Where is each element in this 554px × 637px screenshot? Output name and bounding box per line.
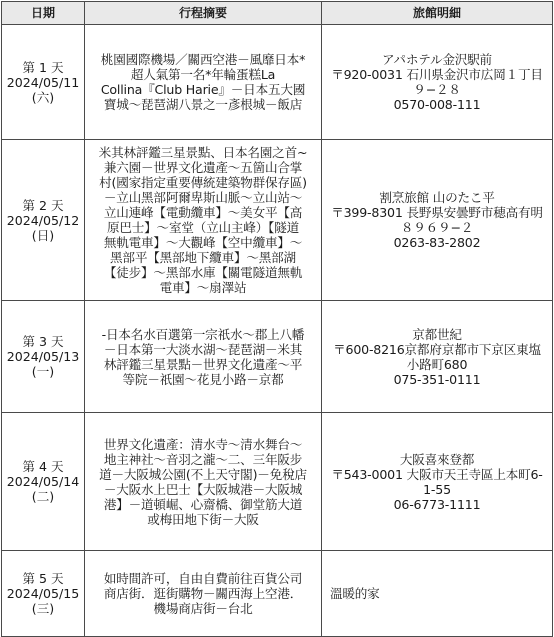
hotel-cell	[322, 413, 553, 551]
day-number: 第 1 天	[22, 59, 64, 75]
plan-line: 米其林評鑑三星景點、日本名園之首~	[98, 145, 308, 160]
plan-line: －日本第一大淡水湖～琵琶湖－米其	[103, 341, 303, 357]
hotel-phone: 06-6773-1111	[393, 496, 481, 512]
table-row	[2, 551, 553, 637]
hotel-name: 大阪喜來登都	[399, 451, 475, 467]
hotel-name: 溫暖的家	[330, 586, 380, 601]
plan-line: 林評鑑三星景點－世界文化遺產～平	[103, 356, 303, 372]
hotel-phone: 0263-83-2802	[393, 235, 481, 250]
plan-line: 商店街．逛街購物－關西海上空港．	[103, 586, 303, 601]
plan-line: 道－大阪城公園(不上天守閣)－免稅店	[99, 466, 307, 482]
plan-line: 世界文化遺產：清水寺～清水舞台～	[103, 436, 303, 452]
plan-line: 【徒步】～黑部水庫【關電隧道無軌	[103, 265, 303, 280]
header-plan: 行程摘要	[85, 2, 322, 25]
hotel-cell	[322, 301, 553, 413]
day-weekday: (三)	[31, 601, 55, 616]
hotel-address: ９−２８	[413, 82, 461, 97]
plan-line: 如時間許可，自由自費前往百貨公司	[103, 571, 303, 586]
hotel-phone: 075-351-0111	[393, 371, 481, 387]
plan-line: 原巴士】～室堂（立山主峰）【隧道	[106, 220, 299, 235]
day-number: 第 4 天	[22, 459, 64, 474]
day-weekday: (二)	[31, 489, 55, 504]
hotel-name: アパホテル金沢駅前	[382, 52, 492, 67]
plan-line: 機場商店街－台北	[153, 601, 253, 616]
day-date: 2024/05/13	[6, 349, 80, 364]
header-hotel: 旅館明細	[322, 2, 553, 25]
plan-line: 等院－祇園～花見小路－京都	[122, 371, 284, 387]
plan-line: 或梅田地下街－大阪	[147, 511, 259, 527]
plan-line: 寶城～琵琶湖八景之一彥根城－飯店	[103, 97, 303, 112]
hotel-address: ８９６９−２	[400, 220, 474, 235]
date-cell	[2, 301, 85, 413]
plan-line: 地主神社～音羽之瀧～二、三年阪步	[103, 451, 303, 467]
date-cell	[2, 25, 85, 140]
hotel-cell	[322, 551, 553, 637]
hotel-name: 京都世紀	[412, 326, 462, 342]
header-row	[2, 2, 553, 25]
day-number: 第 3 天	[22, 334, 64, 349]
header-date: 日期	[2, 2, 85, 25]
plan-cell	[85, 413, 322, 551]
table-row	[2, 301, 553, 413]
day-number: 第 2 天	[22, 197, 64, 213]
itinerary-table	[1, 1, 553, 637]
plan-cell	[85, 551, 322, 637]
plan-line: －立山黑部阿爾卑斯山脈～立山站～	[103, 190, 303, 205]
plan-line: 黑部平【黑部地下纜車】～黑部湖	[110, 250, 296, 265]
plan-line: 兼六園－世界文化遺產～五箇山合掌	[103, 160, 303, 175]
day-date: 2024/05/14	[6, 474, 80, 489]
plan-cell	[85, 301, 322, 413]
date-cell	[2, 551, 85, 637]
hotel-address: 〒600-8216京都府京都市下京区東塩	[333, 341, 541, 357]
plan-line: 港】－道頓崛、心齋橋、御堂筋大道	[103, 496, 303, 512]
day-weekday: (日)	[31, 227, 55, 243]
table-row	[2, 25, 553, 140]
hotel-address: 〒920-0031 石川県金沢市広岡１丁目	[331, 67, 543, 82]
table-row	[2, 413, 553, 551]
plan-line: -日本名水百選第一宗祇水～郡上八幡	[101, 326, 305, 342]
day-date: 2024/05/11	[6, 74, 80, 90]
date-cell	[2, 413, 85, 551]
day-date: 2024/05/12	[6, 212, 80, 228]
plan-line: 桃園國際機場／關西空港－風靡日本*	[100, 52, 306, 67]
day-date: 2024/05/15	[6, 586, 80, 601]
day-weekday: (一)	[31, 364, 55, 379]
date-cell	[2, 140, 85, 301]
plan-line: Collina『Club Harie』－日本五大國	[100, 82, 306, 97]
plan-line: 立山連峰【電動纜車】～美女平【高	[103, 205, 303, 220]
plan-line: 村(國家指定重要傳統建築物群保存區)	[99, 175, 307, 190]
hotel-address: 1-55	[423, 481, 451, 497]
hotel-name: 割烹旅館 山のたこ平	[379, 190, 495, 205]
hotel-cell	[322, 25, 553, 140]
day-weekday: (六)	[31, 89, 55, 105]
hotel-phone: 0570-008-111	[393, 97, 481, 112]
table-row	[2, 140, 553, 301]
hotel-address: 〒399-8301 長野県安曇野市穂高有明	[331, 205, 543, 220]
day-number: 第 5 天	[22, 571, 64, 586]
plan-line: －大阪水上巴士【大阪城港－大阪城	[103, 481, 303, 497]
plan-line: 超人氣第一名*年輪蛋糕La	[130, 67, 276, 82]
plan-cell	[85, 140, 322, 301]
plan-line: 電車】～扇澤站	[159, 280, 247, 295]
hotel-address: 小路町680	[406, 356, 468, 372]
hotel-address: 〒543-0001 大阪市天王寺區上本町6-	[331, 466, 543, 482]
plan-cell	[85, 25, 322, 140]
plan-line: 無軌電車】～大觀峰【空中纜車】～	[103, 235, 303, 250]
hotel-cell	[322, 140, 553, 301]
